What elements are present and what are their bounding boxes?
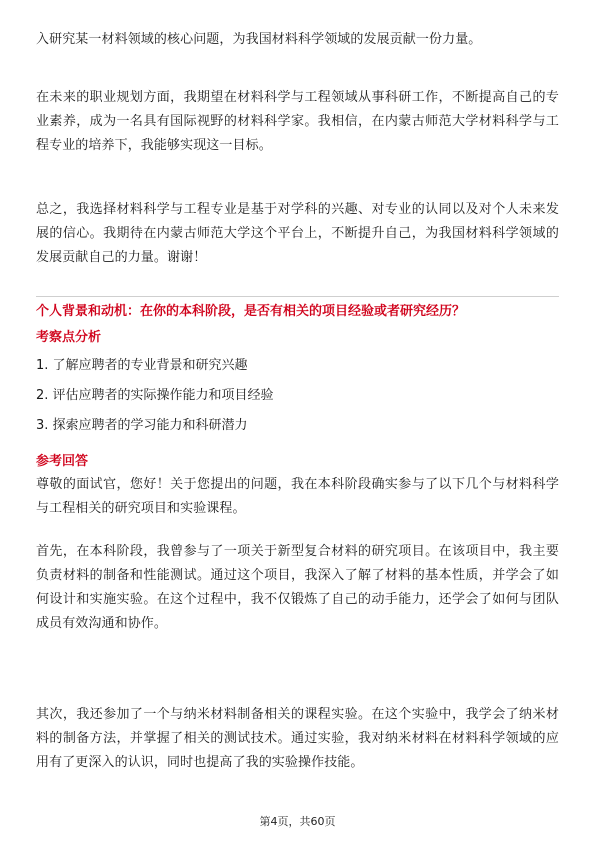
answer-paragraph-project: 首先，在本科阶段，我曾参与了一项关于新型复合材料的研究项目。在该项目中，我主要负责材料的制备和性能测试。通过这个项目，我深入了解了材料的基本性质，并学会了如何设计和实施实验。在这个过程中，我不仅锻炼了自己的动手能力，还学会了如何与团队成员有效沟通和协作。: [36, 544, 559, 631]
analysis-item: 1. 了解应聘者的专业背景和研究兴趣: [36, 358, 248, 373]
paragraph-career-plan: 在未来的职业规划方面，我期望在材料科学与工程领域从事科研工作，不断提高自己的专业素养，成为一名具有国际视野的材料科学家。我相信，在内蒙古师范大学材料科学与工程专业的培养下，我能够实现这一目标。: [36, 90, 559, 153]
answer-paragraph-intro: 尊敬的面试官，您好！关于您提出的问题，我在本科阶段确实参与了以下几个与材料科学与工程相关的研究项目和实验课程。: [36, 477, 559, 516]
paragraph-conclusion: 总之，我选择材料科学与工程专业是基于对学科的兴趣、对专业的认同以及对个人未来发展的信心。我期待在内蒙古师范大学这个平台上，不断提升自己，为我国材料科学领域的发展贡献自己的力量。谢谢！: [36, 202, 559, 265]
analysis-heading: 考察点分析: [36, 330, 102, 345]
question-title: 个人背景和动机：在你的本科阶段，是否有相关的项目经验或者研究经历？: [36, 304, 466, 319]
answer-paragraph-course: 其次，我还参加了一个与纳米材料制备相关的课程实验。在这个实验中，我学会了纳米材料的制备方法，并掌握了相关的测试技术。通过实验，我对纳米材料在材料科学领域的应用有了更深入的认识，同时也提高了我的实验操作技能。: [36, 707, 559, 770]
paragraph-continuation: 入研究某一材料领域的核心问题，为我国材料科学领域的发展贡献一份力量。: [36, 32, 482, 47]
analysis-item: 3. 探索应聘者的学习能力和科研潜力: [36, 418, 248, 433]
analysis-item: 2. 评估应聘者的实际操作能力和项目经验: [36, 388, 274, 403]
answer-heading: 参考回答: [36, 454, 89, 469]
page-number: 第4页，共60页: [259, 815, 336, 828]
document-page: [36, 0, 559, 842]
section-divider: [36, 296, 559, 297]
